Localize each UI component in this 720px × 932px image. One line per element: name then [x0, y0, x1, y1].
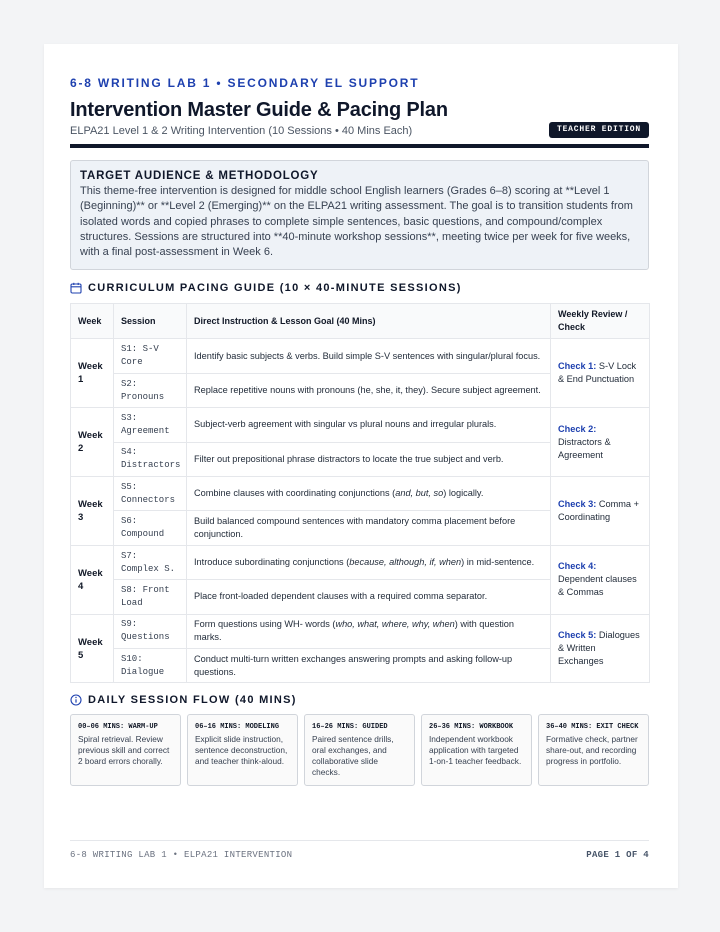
document-page — [44, 44, 678, 888]
page-number: PAGE 1 OF 4 — [586, 850, 649, 860]
goal-example-words: and, but, so — [395, 488, 444, 499]
page-footer — [70, 840, 649, 860]
flow-card-label: 00–06 MINS: WARM-UP — [78, 723, 158, 732]
flow-section-heading — [70, 692, 649, 708]
column-header-session: Session — [114, 304, 187, 339]
teacher-edition-badge: TEACHER EDITION — [549, 122, 649, 138]
page-subtitle: ELPA21 Level 1 & 2 Writing Intervention (10 Sessions • 40 Mins Each) — [70, 125, 413, 137]
pacing-section-heading — [70, 280, 649, 296]
calendar-icon — [70, 282, 82, 294]
goal-example-words: because, although, if, when — [349, 557, 462, 568]
flow-card — [421, 714, 532, 786]
audience-box — [70, 160, 649, 270]
flow-card-text: Independent workbook application with targeted 1-on-1 teacher feedback. — [429, 734, 522, 767]
check-label: Check 2: — [558, 423, 597, 434]
goal-example-words: who, what, where, why, when — [335, 619, 455, 630]
flow-card-label: 06–16 MINS: MODELING — [195, 723, 280, 732]
table-row — [71, 545, 650, 579]
column-header-check: Weekly Review / Check — [551, 304, 650, 339]
goal-text: Form questions using WH- words ( — [194, 619, 336, 630]
week-cell: Week 1 — [71, 339, 114, 408]
goal-text: Introduce subordinating conjunctions ( — [194, 557, 350, 568]
check-cell — [551, 545, 650, 614]
goal-cell: Build balanced compound sentences with mandatory comma placement before conjunction. — [187, 511, 551, 545]
goal-cell: Replace repetitive nouns with pronouns (he, she, it, they). Secure subject agreement. — [187, 373, 551, 407]
flow-card-label: 26–36 MINS: WORKBOOK — [429, 723, 514, 732]
pacing-table — [70, 303, 650, 683]
pacing-heading-text: CURRICULUM PACING GUIDE (10 × 40-MINUTE SESSIONS) — [88, 282, 462, 295]
goal-cell — [187, 545, 551, 579]
check-cell — [551, 408, 650, 477]
session-cell: S8: Front Load — [114, 580, 187, 614]
page-title: Intervention Master Guide & Pacing Plan — [70, 99, 448, 121]
table-row — [71, 614, 650, 648]
session-cell: S4: Distractors — [114, 442, 187, 476]
table-row — [71, 339, 650, 373]
goal-text-end: ) with question marks. — [194, 619, 515, 643]
goal-cell — [187, 477, 551, 511]
subtitle-row — [70, 123, 649, 141]
flow-card — [187, 714, 298, 786]
check-label: Check 1: — [558, 361, 597, 372]
goal-cell — [187, 614, 551, 648]
goal-cell: Identify basic subjects & verbs. Build simple S-V sentences with singular/plural focus. — [187, 339, 551, 373]
flow-card — [304, 714, 415, 786]
week-cell: Week 2 — [71, 408, 114, 477]
session-cell: S10: Dialogue — [114, 649, 187, 683]
audience-text: This theme-free intervention is designed for middle school English learners (Grades 6–8) scoring at **Level 1 (Beginning)** or **Level 2 (Emerging)** on the ELPA21 writing assessment. The goal is to transition students from isolated words and copied phrases to complete simple sentences, basic questions, and compound/complex structures. Sessions are structured into **40-minute workshop sessions**, meeting twice per week for five weeks, with a final post-assessment in Week 6. — [80, 185, 633, 259]
week-cell: Week 5 — [71, 614, 114, 683]
column-header-goal: Direct Instruction & Lesson Goal (40 Mins) — [187, 304, 551, 339]
audience-heading: TARGET AUDIENCE & METHODOLOGY — [80, 170, 319, 182]
goal-text-end: ) in mid-sentence. — [461, 557, 535, 568]
check-text: Dependent clauses & Commas — [558, 574, 637, 598]
flow-card-text: Paired sentence drills, oral exchanges, and collaborative slide checks. — [312, 734, 394, 778]
goal-text-end: ) logically. — [443, 488, 484, 499]
session-flow-cards — [70, 714, 649, 786]
session-cell: S9: Questions — [114, 614, 187, 648]
session-cell: S6: Compound — [114, 511, 187, 545]
flow-card-label: 16–26 MINS: GUIDED — [312, 723, 388, 732]
check-text: S-V Lock & End Punctuation — [558, 361, 637, 385]
session-cell: S7: Complex S. — [114, 545, 187, 579]
column-header-week: Week — [71, 304, 114, 339]
check-cell — [551, 339, 650, 408]
check-cell — [551, 477, 650, 546]
goal-text: Combine clauses with coordinating conjunctions ( — [194, 488, 396, 499]
table-row — [71, 477, 650, 511]
flow-card-text: Spiral retrieval. Review previous skill and correct 2 board errors chorally. — [78, 734, 170, 767]
flow-card-text: Explicit slide instruction, sentence deconstruction, and teacher think-aloud. — [195, 734, 288, 767]
check-cell — [551, 614, 650, 683]
goal-cell: Subject-verb agreement with singular vs plural nouns and irregular plurals. — [187, 408, 551, 442]
flow-card — [538, 714, 649, 786]
check-text: Distractors & Agreement — [558, 436, 611, 460]
flow-heading-text: DAILY SESSION FLOW (40 MINS) — [88, 694, 297, 707]
footer-left-text: 6-8 WRITING LAB 1 • ELPA21 INTERVENTION — [70, 850, 293, 860]
week-cell: Week 3 — [71, 477, 114, 546]
eyebrow-text: 6-8 WRITING LAB 1 • SECONDARY EL SUPPORT — [70, 76, 420, 90]
page-content — [70, 75, 649, 786]
goal-cell: Place front-loaded dependent clauses with a required comma separator. — [187, 580, 551, 614]
table-row — [71, 408, 650, 442]
header-rule — [70, 144, 649, 148]
check-label: Check 3: — [558, 498, 597, 509]
session-cell: S2: Pronouns — [114, 373, 187, 407]
session-cell: S1: S-V Core — [114, 339, 187, 373]
flow-card — [70, 714, 181, 786]
week-cell: Week 4 — [71, 545, 114, 614]
check-text: Dialogues & Written Exchanges — [558, 630, 640, 666]
check-text: Comma + Coordinating — [558, 498, 639, 522]
session-cell: S5: Connectors — [114, 477, 187, 511]
flow-card-label: 36–40 MINS: EXIT CHECK — [546, 723, 639, 732]
check-label: Check 5: — [558, 630, 597, 640]
table-header-row — [71, 304, 650, 339]
session-cell: S3: Agreement — [114, 408, 187, 442]
info-icon — [70, 694, 82, 706]
goal-cell: Conduct multi-turn written exchanges answering prompts and asking follow-up questions. — [187, 649, 551, 683]
check-label: Check 4: — [558, 561, 597, 572]
goal-cell: Filter out prepositional phrase distractors to locate the true subject and verb. — [187, 442, 551, 476]
flow-card-text: Formative check, partner share-out, and recording progress in portfolio. — [546, 734, 638, 767]
